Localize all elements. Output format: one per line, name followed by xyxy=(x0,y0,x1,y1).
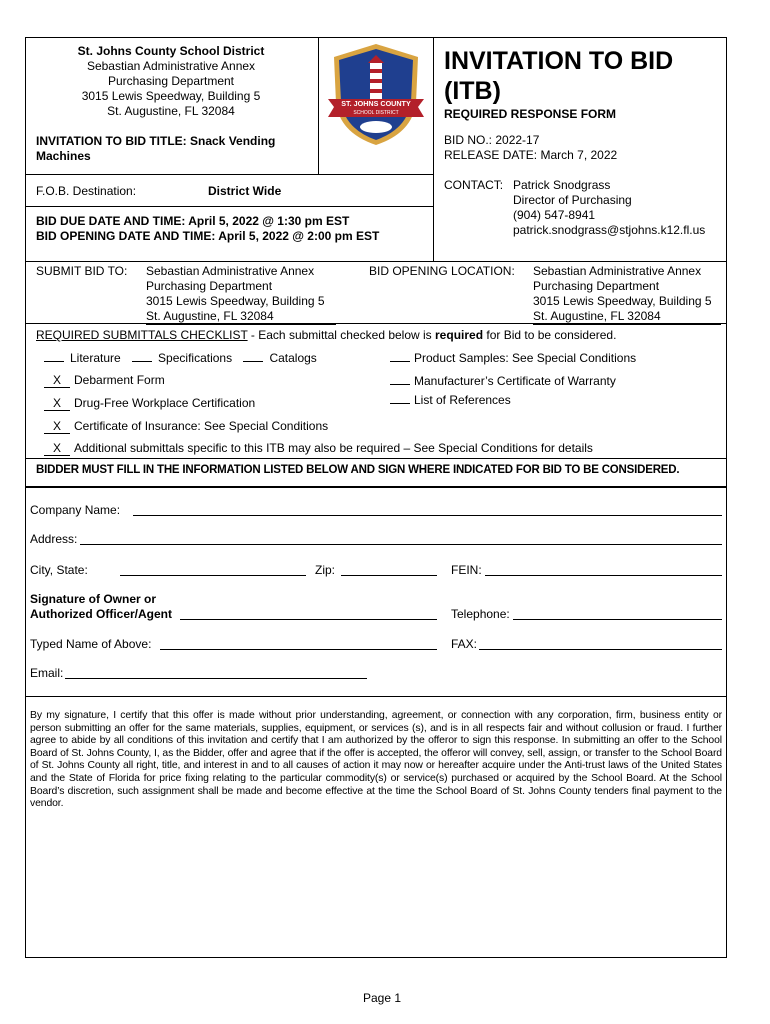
checklist-references: List of References xyxy=(414,393,511,407)
divider xyxy=(25,206,434,207)
city-state-field[interactable] xyxy=(120,575,306,576)
release-date: RELEASE DATE: March 7, 2022 xyxy=(444,148,618,162)
district-city: St. Augustine, FL 32084 xyxy=(107,104,235,118)
opening-location-address xyxy=(533,264,721,325)
checklist-row xyxy=(390,373,616,389)
checklist-row xyxy=(390,350,636,366)
email-field[interactable] xyxy=(65,678,367,679)
header-title-line2: (ITB) xyxy=(444,77,501,105)
itb-title xyxy=(36,134,316,164)
submit-line: St. Augustine, FL 32084 xyxy=(146,309,336,325)
signature-label-line1: Signature of Owner or xyxy=(30,592,157,606)
city-state-label: City, State: xyxy=(30,563,88,577)
signature-label xyxy=(30,592,172,622)
checklist-row xyxy=(44,350,317,366)
checkbox-additional[interactable]: X xyxy=(44,442,70,456)
header-title xyxy=(444,46,673,106)
zip-field[interactable] xyxy=(341,575,437,576)
fein-label: FEIN: xyxy=(451,563,482,577)
district-street: 3015 Lewis Speedway, Building 5 xyxy=(81,89,261,103)
divider xyxy=(318,37,319,174)
header-subtitle: REQUIRED RESPONSE FORM xyxy=(444,107,617,121)
opening-line: 3015 Lewis Speedway, Building 5 xyxy=(533,294,712,308)
fein-field[interactable] xyxy=(485,575,722,576)
checklist-intro-text: for Bid to be considered. xyxy=(483,328,617,342)
itb-title-value: Snack Vending Machines xyxy=(36,134,276,163)
zip-label: Zip: xyxy=(315,563,336,577)
fax-label: FAX: xyxy=(451,637,478,651)
address-field[interactable] xyxy=(80,544,722,545)
divider xyxy=(25,486,727,488)
contact-name: Patrick Snodgrass xyxy=(513,178,611,192)
checklist-required: required xyxy=(435,328,484,342)
itb-title-label: INVITATION TO BID TITLE: xyxy=(36,134,190,148)
fob-label: F.O.B. Destination: xyxy=(36,184,137,198)
checklist-product-samples: Product Samples: See Special Conditions xyxy=(414,351,637,365)
bid-opening-date: BID OPENING DATE AND TIME: April 5, 2022 @ 2:00 pm EST xyxy=(36,229,380,243)
opening-line: Purchasing Department xyxy=(533,279,660,293)
shield-icon xyxy=(326,41,426,147)
contact-email[interactable]: patrick.snodgrass@stjohns.k12.fl.us xyxy=(513,223,706,237)
checklist-debarment: Debarment Form xyxy=(74,373,165,387)
checklist-row xyxy=(390,392,511,408)
signature-label-line2: Authorized Officer/Agent xyxy=(30,607,173,621)
page-number: Page 1 xyxy=(362,991,402,1005)
district-logo xyxy=(326,41,426,147)
certification-text: By my signature, I certify that this offer is made without prior understanding, agreement, or connection with any corporation, firm, business entity or person submitting an offer for the same materials, supplies, equipment, or services (s), and is in all respects fair and without collusion or fraud. I further agree to abide by all conditions of this invitation and certify that I am authorized by the offeror to sign this response. In submitting an offer to the School Board of St. Johns County, I, as the Bidder, offer and agree that if the offer is accepted, the offeror will convey, sell, assign, or transfer to the School Board of St. Johns County all right, title, and interest in and to all causes of action it may now or hereafter acquire under the Anti-trust laws of the United States and the State of Florida for price fixing relating to the particular commodity(s) or service(s) purchased or acquired by the School Board. At the School Board’s discretion, such assignment shall be made and become effective at the time the School Board of St. Johns County tenders final payment to the vendor. xyxy=(30,710,722,810)
address-label: Address: xyxy=(30,532,78,546)
checkbox-specifications[interactable] xyxy=(132,350,152,362)
form-border xyxy=(25,37,727,958)
contact-label: CONTACT: xyxy=(444,178,504,192)
contact-phone: (904) 547-8941 xyxy=(513,208,596,222)
telephone-label: Telephone: xyxy=(451,607,510,621)
divider xyxy=(25,261,727,262)
checkbox-debarment[interactable]: X xyxy=(44,374,70,388)
checkbox-references[interactable] xyxy=(390,392,410,404)
checkbox-product-samples[interactable] xyxy=(390,350,410,362)
contact-details xyxy=(513,178,705,238)
checklist-additional: Additional submittals specific to this ITB may also be required – See Special Conditions for details xyxy=(74,441,593,455)
divider xyxy=(25,696,727,697)
divider xyxy=(25,458,727,459)
checklist-insurance: Certificate of Insurance: See Special Conditions xyxy=(74,419,329,433)
header-title-line1: INVITATION TO BID xyxy=(444,47,674,75)
opening-location-label: BID OPENING LOCATION: xyxy=(369,264,515,278)
contact-title: Director of Purchasing xyxy=(513,193,632,207)
divider xyxy=(25,174,434,175)
fob-value: District Wide xyxy=(208,184,282,198)
checklist-literature: Literature xyxy=(70,351,121,365)
checkbox-drug-free[interactable]: X xyxy=(44,397,70,411)
logo-text-county: ST. JOHNS COUNTY xyxy=(341,99,411,108)
district-name: St. Johns County School District xyxy=(77,44,265,58)
checkbox-catalogs[interactable] xyxy=(243,350,263,362)
logo-text-district: SCHOOL DISTRICT xyxy=(353,110,399,116)
submit-address xyxy=(146,264,336,325)
typed-name-field[interactable] xyxy=(160,649,437,650)
district-department: Purchasing Department xyxy=(107,74,235,88)
checkbox-warranty[interactable] xyxy=(390,373,410,385)
checklist-intro-text: - Each submittal checked below is xyxy=(247,328,436,342)
bid-due-date: BID DUE DATE AND TIME: April 5, 2022 @ 1:30 pm EST xyxy=(36,214,350,228)
telephone-field[interactable] xyxy=(513,619,722,620)
checklist-intro xyxy=(36,328,616,343)
opening-line: Sebastian Administrative Annex xyxy=(533,264,702,278)
checklist-catalogs: Catalogs xyxy=(269,351,317,365)
company-name-field[interactable] xyxy=(133,515,722,516)
company-label: Company Name: xyxy=(30,503,121,517)
checklist-row xyxy=(44,396,255,411)
submit-line: Sebastian Administrative Annex xyxy=(146,264,315,278)
bid-number: BID NO.: 2022-17 xyxy=(444,133,540,147)
checklist-drug-free: Drug-Free Workplace Certification xyxy=(74,396,256,410)
typed-name-label: Typed Name of Above: xyxy=(30,637,152,651)
checklist-row xyxy=(44,441,593,456)
checklist-specifications: Specifications xyxy=(158,351,233,365)
opening-line: St. Augustine, FL 32084 xyxy=(533,309,721,325)
checkbox-literature[interactable] xyxy=(44,350,64,362)
checklist-heading: REQUIRED SUBMITTALS CHECKLIST xyxy=(36,328,248,342)
district-annex: Sebastian Administrative Annex xyxy=(86,59,256,73)
signature-field[interactable] xyxy=(180,619,437,620)
email-label: Email: xyxy=(30,666,64,680)
checklist-row xyxy=(44,419,328,434)
checkbox-insurance[interactable]: X xyxy=(44,420,70,434)
divider xyxy=(433,37,434,261)
bidder-notice: BIDDER MUST FILL IN THE INFORMATION LISTED BELOW AND SIGN WHERE INDICATED FOR BID TO BE CONSIDERED. xyxy=(36,464,680,476)
submit-label: SUBMIT BID TO: xyxy=(36,264,128,278)
checklist-row xyxy=(44,373,165,388)
submit-line: 3015 Lewis Speedway, Building 5 xyxy=(146,294,325,308)
checklist-warranty: Manufacturer’s Certificate of Warranty xyxy=(414,374,616,388)
submit-line: Purchasing Department xyxy=(146,279,273,293)
district-address xyxy=(30,44,312,119)
fax-field[interactable] xyxy=(479,649,722,650)
